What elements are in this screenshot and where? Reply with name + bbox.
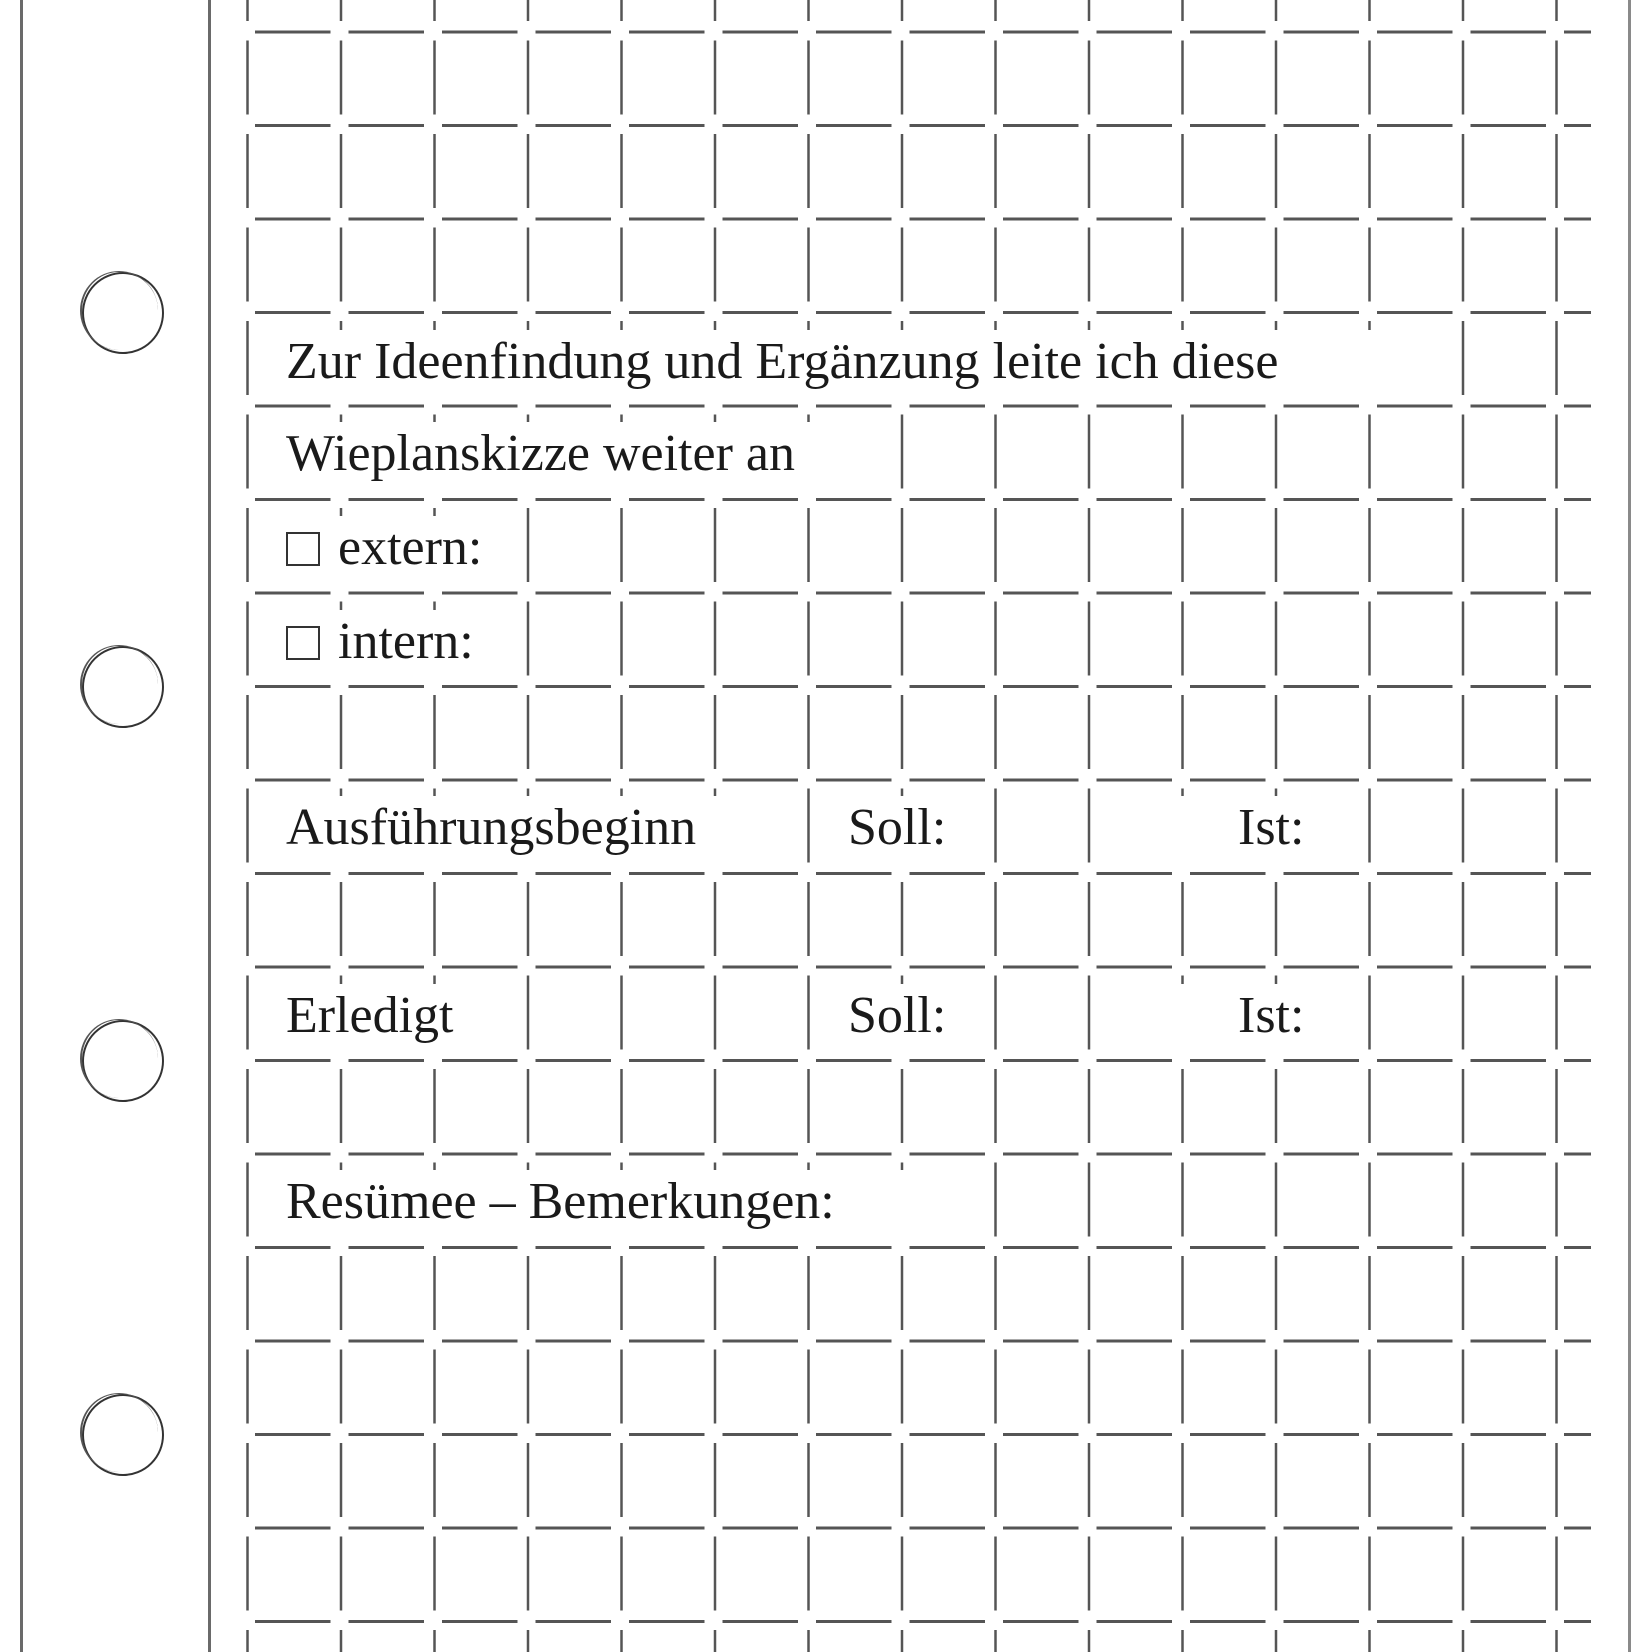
intern-checkbox[interactable] xyxy=(286,626,320,660)
extern-checkbox[interactable] xyxy=(286,532,320,566)
extern-option[interactable] xyxy=(286,519,483,576)
extern-label: extern: xyxy=(338,519,483,576)
intern-option[interactable] xyxy=(286,613,474,670)
start-label: Ausführungsbeginn xyxy=(286,799,697,856)
start-ist-label: Ist: xyxy=(1238,799,1305,856)
done-ist-label: Ist: xyxy=(1238,987,1305,1044)
done-label: Erledigt xyxy=(286,987,454,1044)
summary-label: Resümee – Bemerkungen: xyxy=(286,1173,835,1230)
intern-label: intern: xyxy=(338,613,474,670)
start-soll-label: Soll: xyxy=(848,799,947,856)
intro-text-line1: Zur Ideenfindung und Ergänzung leite ich diese xyxy=(286,333,1279,390)
done-soll-label: Soll: xyxy=(848,987,947,1044)
intro-text-line2: Wieplanskizze weiter an xyxy=(286,425,795,482)
